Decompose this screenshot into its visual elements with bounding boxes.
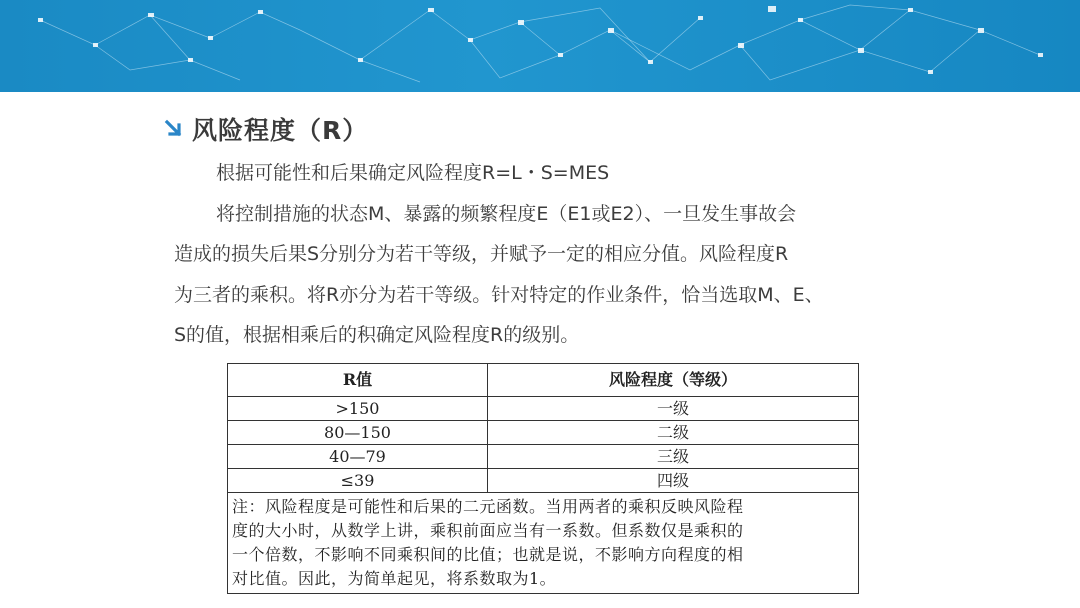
r-value-cell: ≤39	[228, 469, 488, 493]
risk-grade-cell: 一级	[488, 397, 859, 421]
r-value-cell: 40—79	[228, 445, 488, 469]
paragraph-line-4: 为三者的乘积。将R亦分为若干等级。针对特定的作业条件，恰当选取M、E、	[174, 284, 824, 306]
note-line-3: 一个倍数，不影响不同乘积间的比值；也就是说，不影响方向程度的相	[232, 545, 744, 564]
note-line-4: 对比值。因此，为简单起见，将系数取为1。	[232, 569, 557, 588]
paragraph-line-3: 造成的损失后果S分别分为若干等级，并赋予一定的相应分值。风险程度R	[174, 243, 789, 265]
table-row	[228, 469, 859, 493]
risk-grade-cell: 二级	[488, 421, 859, 445]
note-line-1: 注：风险程度是可能性和后果的二元函数。当用两者的乘积反映风险程	[232, 497, 744, 516]
risk-level-table	[227, 363, 859, 594]
note-line-2: 度的大小时，从数学上讲，乘积前面应当有一系数。但系数仅是乘积的	[232, 521, 744, 540]
table-row	[228, 421, 859, 445]
table-row	[228, 397, 859, 421]
paragraph-line-5: S的值，根据相乘后的积确定风险程度R的级别。	[174, 324, 580, 346]
table-note-row	[228, 493, 859, 594]
risk-grade-cell: 四级	[488, 469, 859, 493]
paragraph-line-2: 将控制措施的状态M、暴露的频繁程度E（E1或E2）、一旦发生事故会	[216, 203, 797, 225]
section-title: 风险程度（R）	[192, 116, 369, 145]
header-banner	[0, 0, 1080, 92]
section-heading	[164, 112, 368, 146]
table-note	[228, 493, 859, 594]
risk-grade-cell: 三级	[488, 445, 859, 469]
body-text	[174, 160, 914, 306]
arrow-down-right-icon	[164, 118, 186, 140]
r-value-cell: 80—150	[228, 421, 488, 445]
paragraph-line-1: 根据可能性和后果确定风险程度R=L・S=MES	[216, 162, 610, 184]
table-header-row	[228, 364, 859, 397]
network-map-decoration	[0, 0, 1080, 92]
column-header-risk-level: 风险程度（等级）	[488, 364, 859, 397]
r-value-cell: >150	[228, 397, 488, 421]
table-row	[228, 445, 859, 469]
column-header-r-value: R值	[228, 364, 488, 397]
